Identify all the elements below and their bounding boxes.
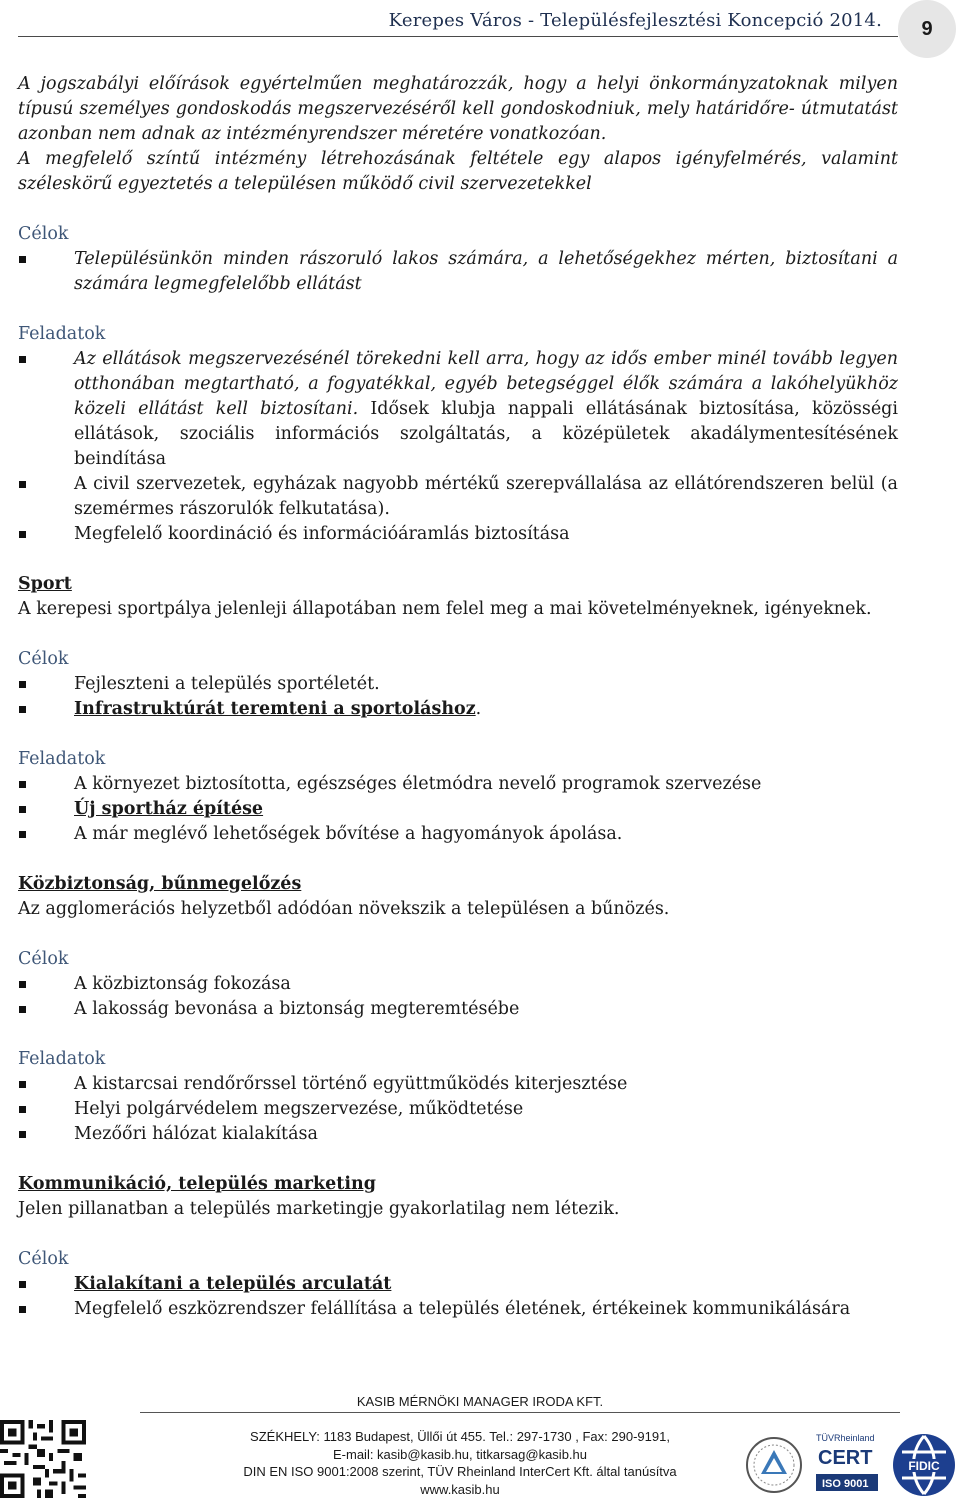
intro-paragraph-1: A jogszabályi előírások egyértelműen meghatározzák, hogy a helyi önkormányzatoknak milyen típusú személyes gondoskodás megszervezéséről kell gondoskodniuk, mely határidőre- útmutatást azonban nem adnak az intézményrendszer méretére vonatkozóan.: [18, 74, 898, 144]
social-goals-list: [18, 247, 898, 297]
list-item: A lakosság bevonása a biztonság megteremtésébe: [18, 997, 898, 1022]
task-text: Idősek klubja nappali ellátásának biztosítása, közösségi ellátások, szociális információs szolgáltatás, a középületek akadálymentesítésének beindítása: [74, 399, 898, 469]
footer-company-name: KASIB MÉRNÖKI MANAGER IRODA KFT.: [356, 1394, 604, 1409]
document-title: Kerepes Város - Településfejlesztési Koncepció 2014.: [388, 10, 882, 31]
sport-tasks-label: Feladatok: [18, 749, 106, 769]
fidic-text: FIDIC: [908, 1459, 940, 1473]
page-header: [18, 6, 898, 37]
fidic-logo: [890, 1432, 958, 1498]
list-item: Településünkön minden rászoruló lakos számára, a lehetőségekhez mérten, biztosítani a számára legmegfelelőbb ellátást: [18, 247, 898, 297]
list-item: Kialakítani a település arculatát: [18, 1272, 898, 1297]
footer-website: www.kasib.hu: [420, 1481, 500, 1497]
footer-certification: DIN EN ISO 9001:2008 szerint, TÜV Rheinland InterCert Kft. által tanúsítva: [243, 1464, 677, 1479]
sport-tasks-list: [18, 772, 898, 847]
footer-divider: [140, 1412, 900, 1413]
section-title-sport: Sport: [18, 574, 72, 594]
safety-description: Az agglomerációs helyzetből adódóan növekszik a településen a bűnözés.: [18, 899, 670, 919]
sport-goals-list: [18, 672, 898, 722]
list-item: A közbiztonság fokozása: [18, 972, 898, 997]
page-footer: [0, 1390, 960, 1503]
safety-goals-list: [18, 972, 898, 1022]
list-item: [18, 697, 898, 722]
section-title-safety: Közbiztonság, bűnmegelőzés: [18, 874, 302, 894]
safety-tasks-label: Feladatok: [18, 1049, 106, 1069]
list-item: Mezőőri hálózat kialakítása: [18, 1122, 898, 1147]
list-item: Fejleszteni a település sportéletét.: [18, 672, 898, 697]
communication-description: Jelen pillanatban a település marketingje gyakorlatilag nem létezik.: [18, 1199, 620, 1219]
social-tasks-list: [18, 347, 898, 547]
intro-paragraph-2: A megfelelő színtű intézmény létrehozásának feltétele egy alapos igényfelmérés, valamint széleskörű egyeztetés a településen működő civil szervezetekkel: [18, 149, 898, 194]
cert-word-text: CERT: [818, 1447, 873, 1469]
sport-goals-label: Célok: [18, 649, 69, 669]
communication-goals-label: Célok: [18, 1249, 69, 1269]
goal-emphasis: Infrastruktúrát teremteni a sportoláshoz: [74, 699, 476, 719]
list-item: A kistarcsai rendőrőrssel történő együttműködés kiterjesztése: [18, 1072, 898, 1097]
page-body: [18, 72, 898, 1322]
tuv-seal-icon: [744, 1436, 804, 1494]
footer-email: E-mail: kasib@kasib.hu, titkarsag@kasib.hu: [333, 1446, 587, 1462]
tuv-cert-logo: [812, 1430, 884, 1498]
list-item: A környezet biztosította, egészséges életmódra nevelő programok szervezése: [18, 772, 898, 797]
list-item: Helyi polgárvédelem megszervezése, működtetése: [18, 1097, 898, 1122]
list-item: Új sportház építése: [18, 797, 898, 822]
section-title-communication: Kommunikáció, település marketing: [18, 1174, 376, 1194]
footer-address: SZÉKHELY: 1183 Budapest, Üllői út 455. Tel.: 297-1730 , Fax: 290-9191,: [250, 1429, 670, 1444]
safety-tasks-list: [18, 1072, 898, 1147]
safety-goals-label: Célok: [18, 949, 69, 969]
cert-brand-text: TÜVRheinland: [816, 1433, 875, 1443]
task-text-italic: Az ellátások megszervezésénél törekedni kell arra, hogy az idős ember minél tovább legyen otthonában megtartható, a fogyatékkal, egyéb betegséggel élők számára a lakóhelyükhöz közeli ellátást kell biztosítani.: [74, 349, 898, 419]
social-goals-label: Célok: [18, 224, 69, 244]
list-item: Megfelelő koordináció és információáramlás biztosítása: [18, 522, 898, 547]
list-item: Megfelelő eszközrendszer felállítása a település életének, értékeinek kommunikálására: [18, 1297, 898, 1322]
communication-goals-list: [18, 1272, 898, 1322]
qr-code-icon: [0, 1420, 86, 1498]
social-tasks-label: Feladatok: [18, 324, 106, 344]
page-number-badge: 9: [898, 0, 956, 58]
footer-contact-block: [190, 1428, 730, 1498]
list-item: A civil szervezetek, egyházak nagyobb mértékű szerepvállalása az ellátórendszeren belül (a szemérmes rászorulók felkutatása).: [18, 472, 898, 522]
list-item: A már meglévő lehetőségek bővítése a hagyományok ápolása.: [18, 822, 898, 847]
sport-description: A kerepesi sportpálya jelenleji állapotában nem felel meg a mai követelményeknek, igényeknek.: [18, 599, 872, 619]
cert-iso-text: ISO 9001: [822, 1478, 869, 1490]
goal-period: .: [475, 699, 482, 719]
list-item: [18, 347, 898, 472]
